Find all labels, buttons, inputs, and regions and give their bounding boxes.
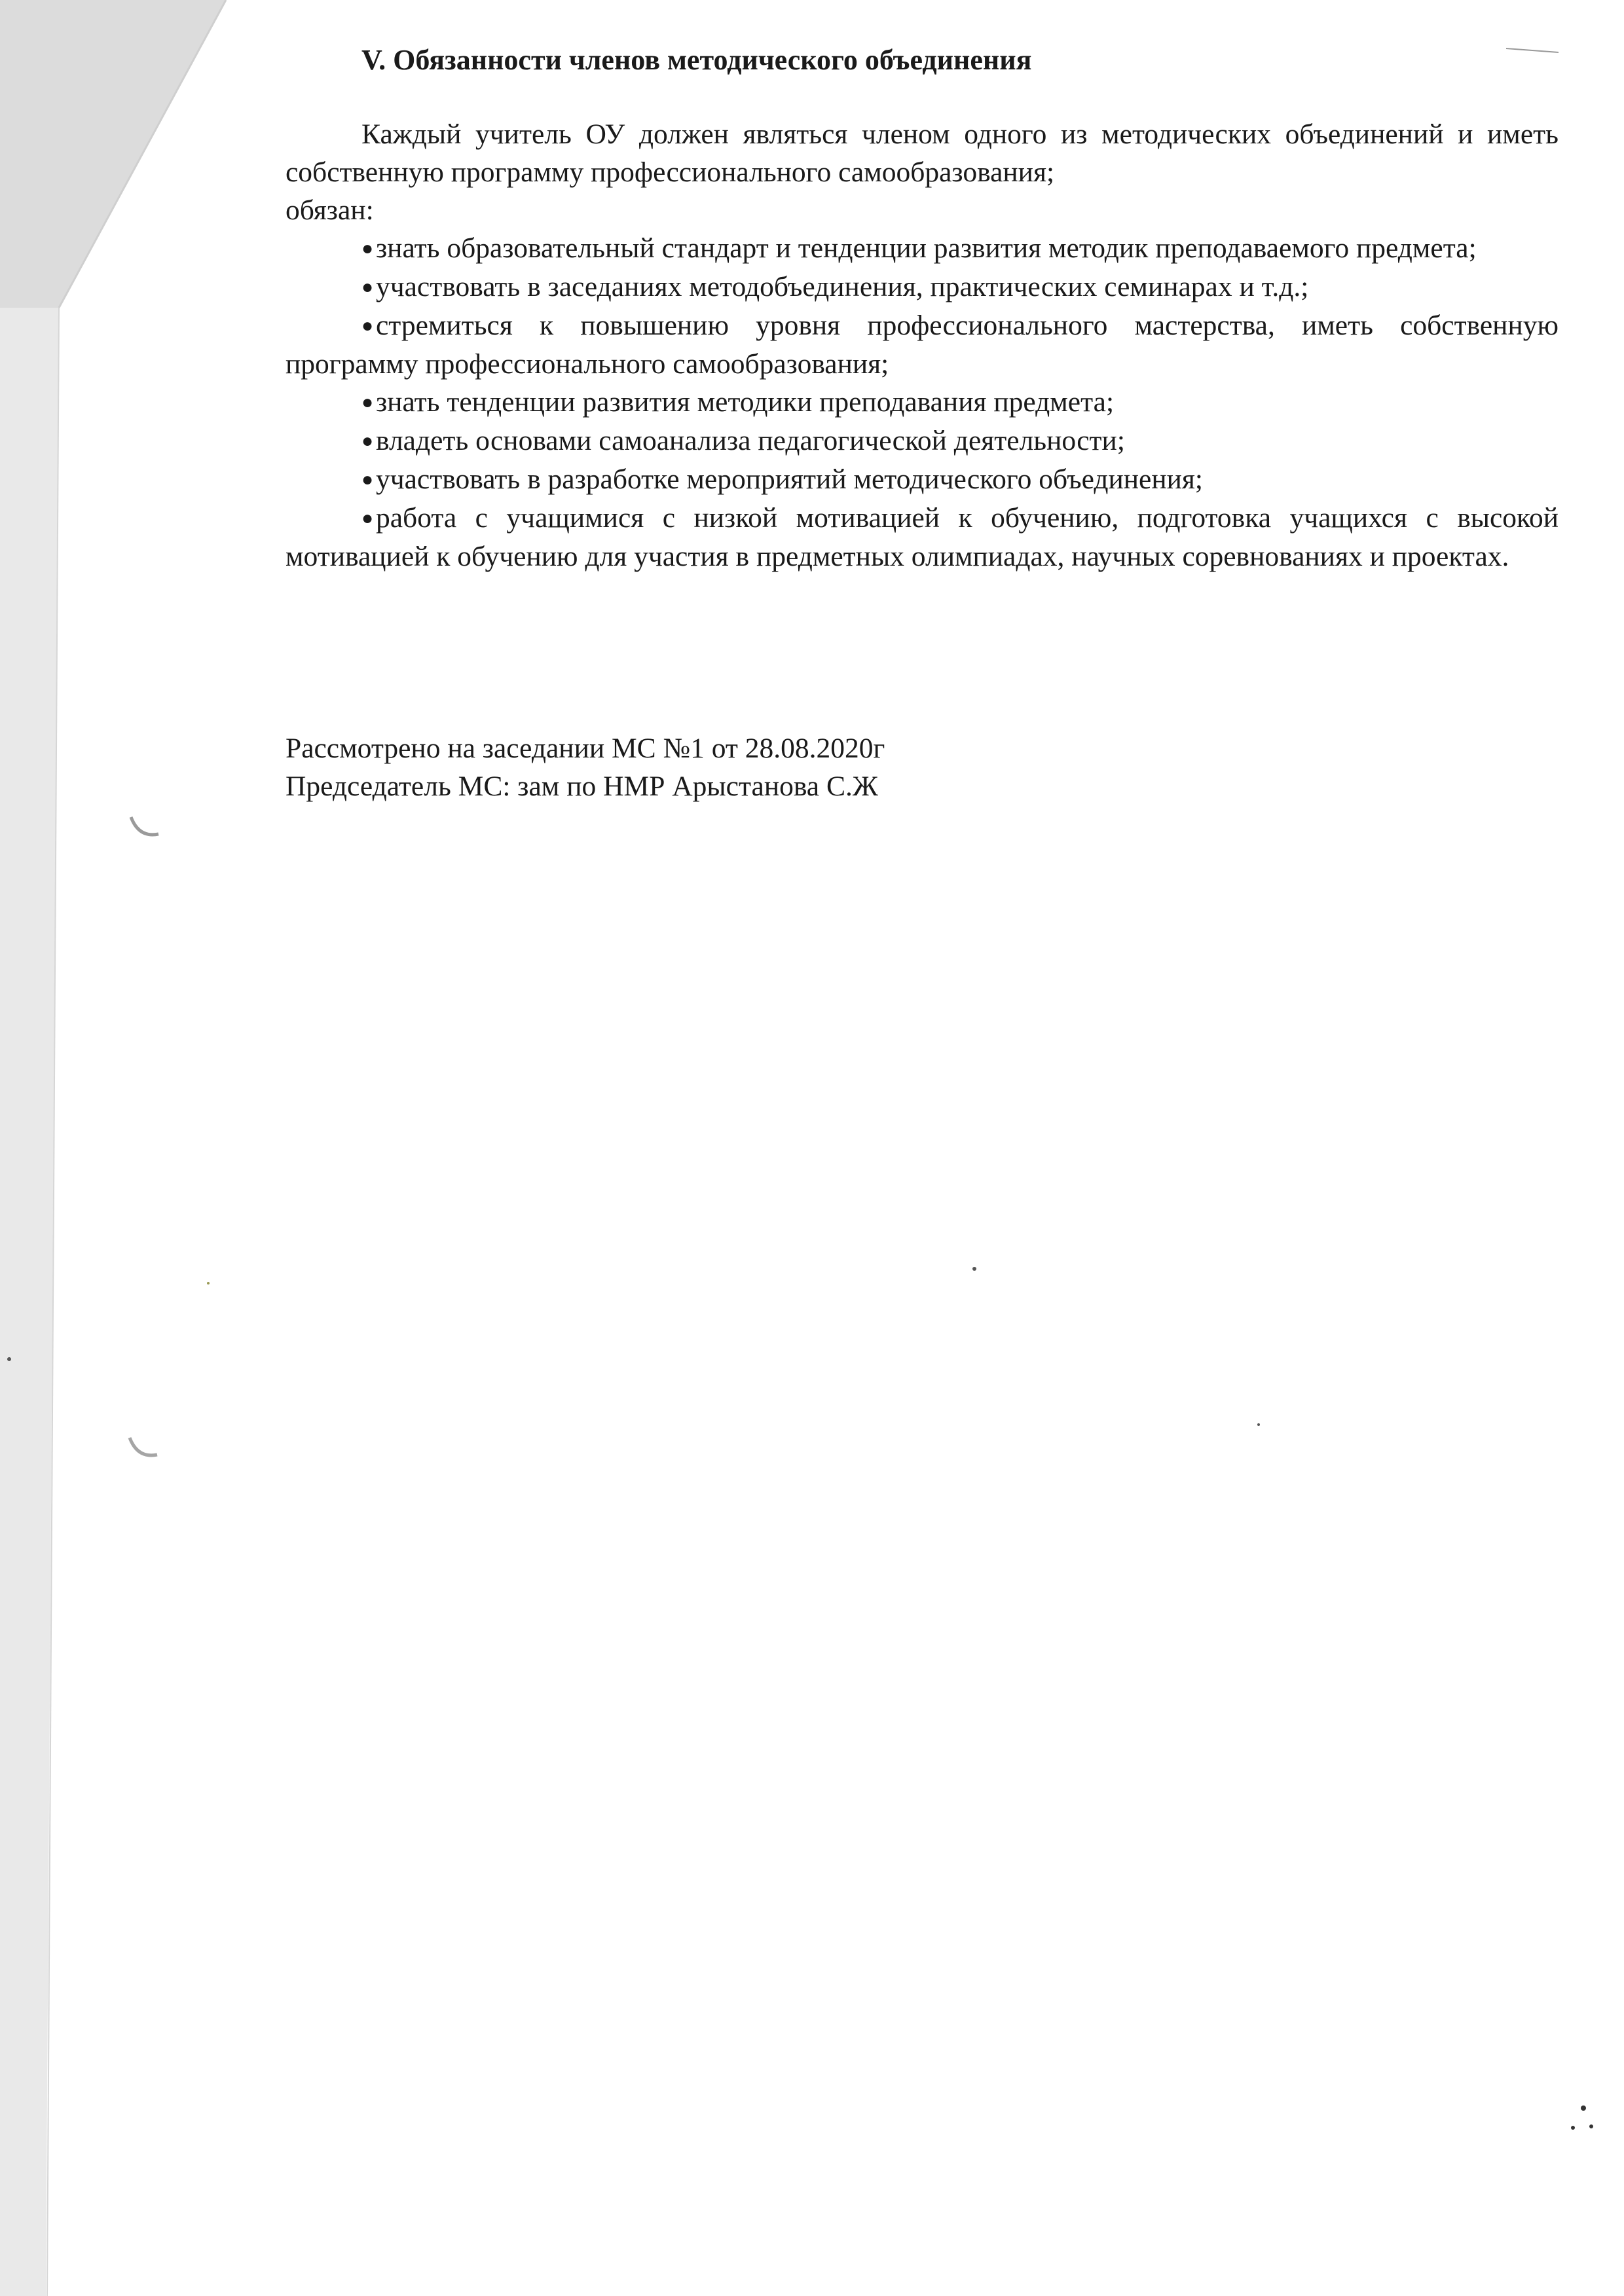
bullet-icon: ● xyxy=(361,276,374,298)
duty-item xyxy=(286,306,1559,383)
bullet-icon: ● xyxy=(361,315,374,337)
obliged-label: обязан: xyxy=(286,194,374,226)
document-body xyxy=(286,115,1559,575)
review-note: Рассмотрено на заседании МС №1 от 28.08.2020г xyxy=(286,733,885,764)
duty-item xyxy=(286,499,1559,575)
bullet-icon: ● xyxy=(361,430,374,452)
bullet-icon: ● xyxy=(361,238,374,259)
duty-item xyxy=(286,268,1559,306)
section-heading: V. Обязанности членов методического объединения xyxy=(361,44,1032,76)
duty-text: знать образовательный стандарт и тенденции развития методик преподаваемого предмета; xyxy=(376,232,1477,264)
intro-paragraph: Каждый учитель ОУ должен являться членом одного из методических объединений и иметь собственную программу профессионального самообразования; xyxy=(286,118,1559,188)
duty-item xyxy=(286,229,1559,268)
duty-text: владеть основами самоанализа педагогической деятельности; xyxy=(376,425,1125,456)
chairman-line: Председатель МС: зам по НМР Арыстанова С.Ж xyxy=(286,771,878,802)
duty-text: участвовать в разработке мероприятий методического объединения; xyxy=(376,464,1203,495)
duty-text: стремиться к повышению уровня профессионального мастерства, иметь собственную программу профессионального самообразования; xyxy=(286,310,1559,380)
duty-text: участвовать в заседаниях методобъединения, практических семинарах и т.д.; xyxy=(376,271,1309,302)
duties-list xyxy=(286,229,1559,575)
duty-item xyxy=(286,422,1559,460)
bullet-icon: ● xyxy=(361,469,374,490)
duty-text: знать тенденции развития методики преподавания предмета; xyxy=(376,386,1115,418)
duty-item xyxy=(286,460,1559,499)
bullet-icon: ● xyxy=(361,392,374,413)
duty-text: работа с учащимися с низкой мотивацией к обучению, подготовка учащихся с высокой мотивацией к обучению для участия в предметных олимпиадах, научных соревнованиях и проектах. xyxy=(286,502,1559,572)
duty-item xyxy=(286,383,1559,422)
document-footer xyxy=(286,729,885,805)
bullet-icon: ● xyxy=(361,507,374,529)
